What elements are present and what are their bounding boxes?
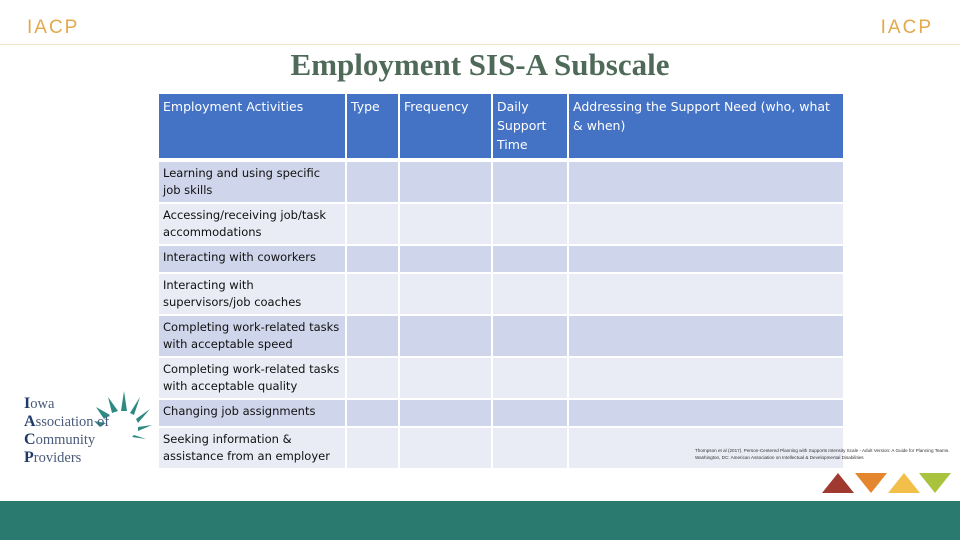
type-cell <box>347 246 398 272</box>
support-need-cell <box>569 274 843 314</box>
daily-support-cell <box>493 204 567 244</box>
table-row <box>159 400 843 426</box>
frequency-cell <box>400 274 491 314</box>
column-header: Employment Activities <box>159 94 345 158</box>
type-cell <box>347 274 398 314</box>
type-cell <box>347 162 398 202</box>
support-need-cell <box>569 204 843 244</box>
employment-subscale-table <box>157 92 845 470</box>
daily-support-cell <box>493 428 567 468</box>
support-need-cell <box>569 246 843 272</box>
daily-support-cell <box>493 274 567 314</box>
daily-support-cell <box>493 316 567 356</box>
frequency-cell <box>400 400 491 426</box>
table-row <box>159 274 843 314</box>
activity-cell: Completing work-related tasks with acceptable quality <box>159 358 345 398</box>
iacp-logo <box>24 383 154 466</box>
support-need-cell <box>569 316 843 356</box>
activity-cell: Interacting with supervisors/job coaches <box>159 274 345 314</box>
frequency-cell <box>400 428 491 468</box>
activity-cell: Learning and using specific job skills <box>159 162 345 202</box>
table-row <box>159 162 843 202</box>
page-title: Employment SIS-A Subscale <box>290 47 670 82</box>
activity-cell: Seeking information & assistance from an employer <box>159 428 345 468</box>
table-row <box>159 358 843 398</box>
type-cell <box>347 428 398 468</box>
triangle-decoration-icon <box>822 472 952 496</box>
frequency-cell <box>400 162 491 202</box>
support-need-cell <box>569 162 843 202</box>
logo-wordmark: Iowa Association of Community Providers <box>24 395 110 466</box>
activity-cell: Accessing/receiving job/task accommodations <box>159 204 345 244</box>
header-divider <box>0 44 960 45</box>
activity-cell: Changing job assignments <box>159 400 345 426</box>
type-cell <box>347 204 398 244</box>
activity-cell: Completing work-related tasks with acceptable speed <box>159 316 345 356</box>
type-cell <box>347 400 398 426</box>
daily-support-cell <box>493 358 567 398</box>
activity-cell: Interacting with coworkers <box>159 246 345 272</box>
column-header: Daily Support Time <box>493 94 567 158</box>
brand-logo-right: IACP <box>880 17 933 38</box>
daily-support-cell <box>493 162 567 202</box>
support-need-cell <box>569 358 843 398</box>
citation-text: Thompson et al (2017). Person-Centered Planning with Supports Intensity Scale - Adult Version: A Guide for Planning Teams. Washington, DC: American Association on Intellectual & Developmental Disabilities <box>695 448 950 460</box>
brand-logo-left: IACP <box>27 17 80 38</box>
table-row <box>159 204 843 244</box>
daily-support-cell <box>493 400 567 426</box>
table-row <box>159 246 843 272</box>
footer-bar <box>0 501 960 540</box>
table-header-row <box>159 94 843 158</box>
frequency-cell <box>400 358 491 398</box>
column-header: Addressing the Support Need (who, what & when) <box>569 94 843 158</box>
table-row <box>159 316 843 356</box>
daily-support-cell <box>493 246 567 272</box>
frequency-cell <box>400 316 491 356</box>
type-cell <box>347 358 398 398</box>
support-need-cell <box>569 400 843 426</box>
column-header: Frequency <box>400 94 491 158</box>
column-header: Type <box>347 94 398 158</box>
frequency-cell <box>400 246 491 272</box>
frequency-cell <box>400 204 491 244</box>
type-cell <box>347 316 398 356</box>
